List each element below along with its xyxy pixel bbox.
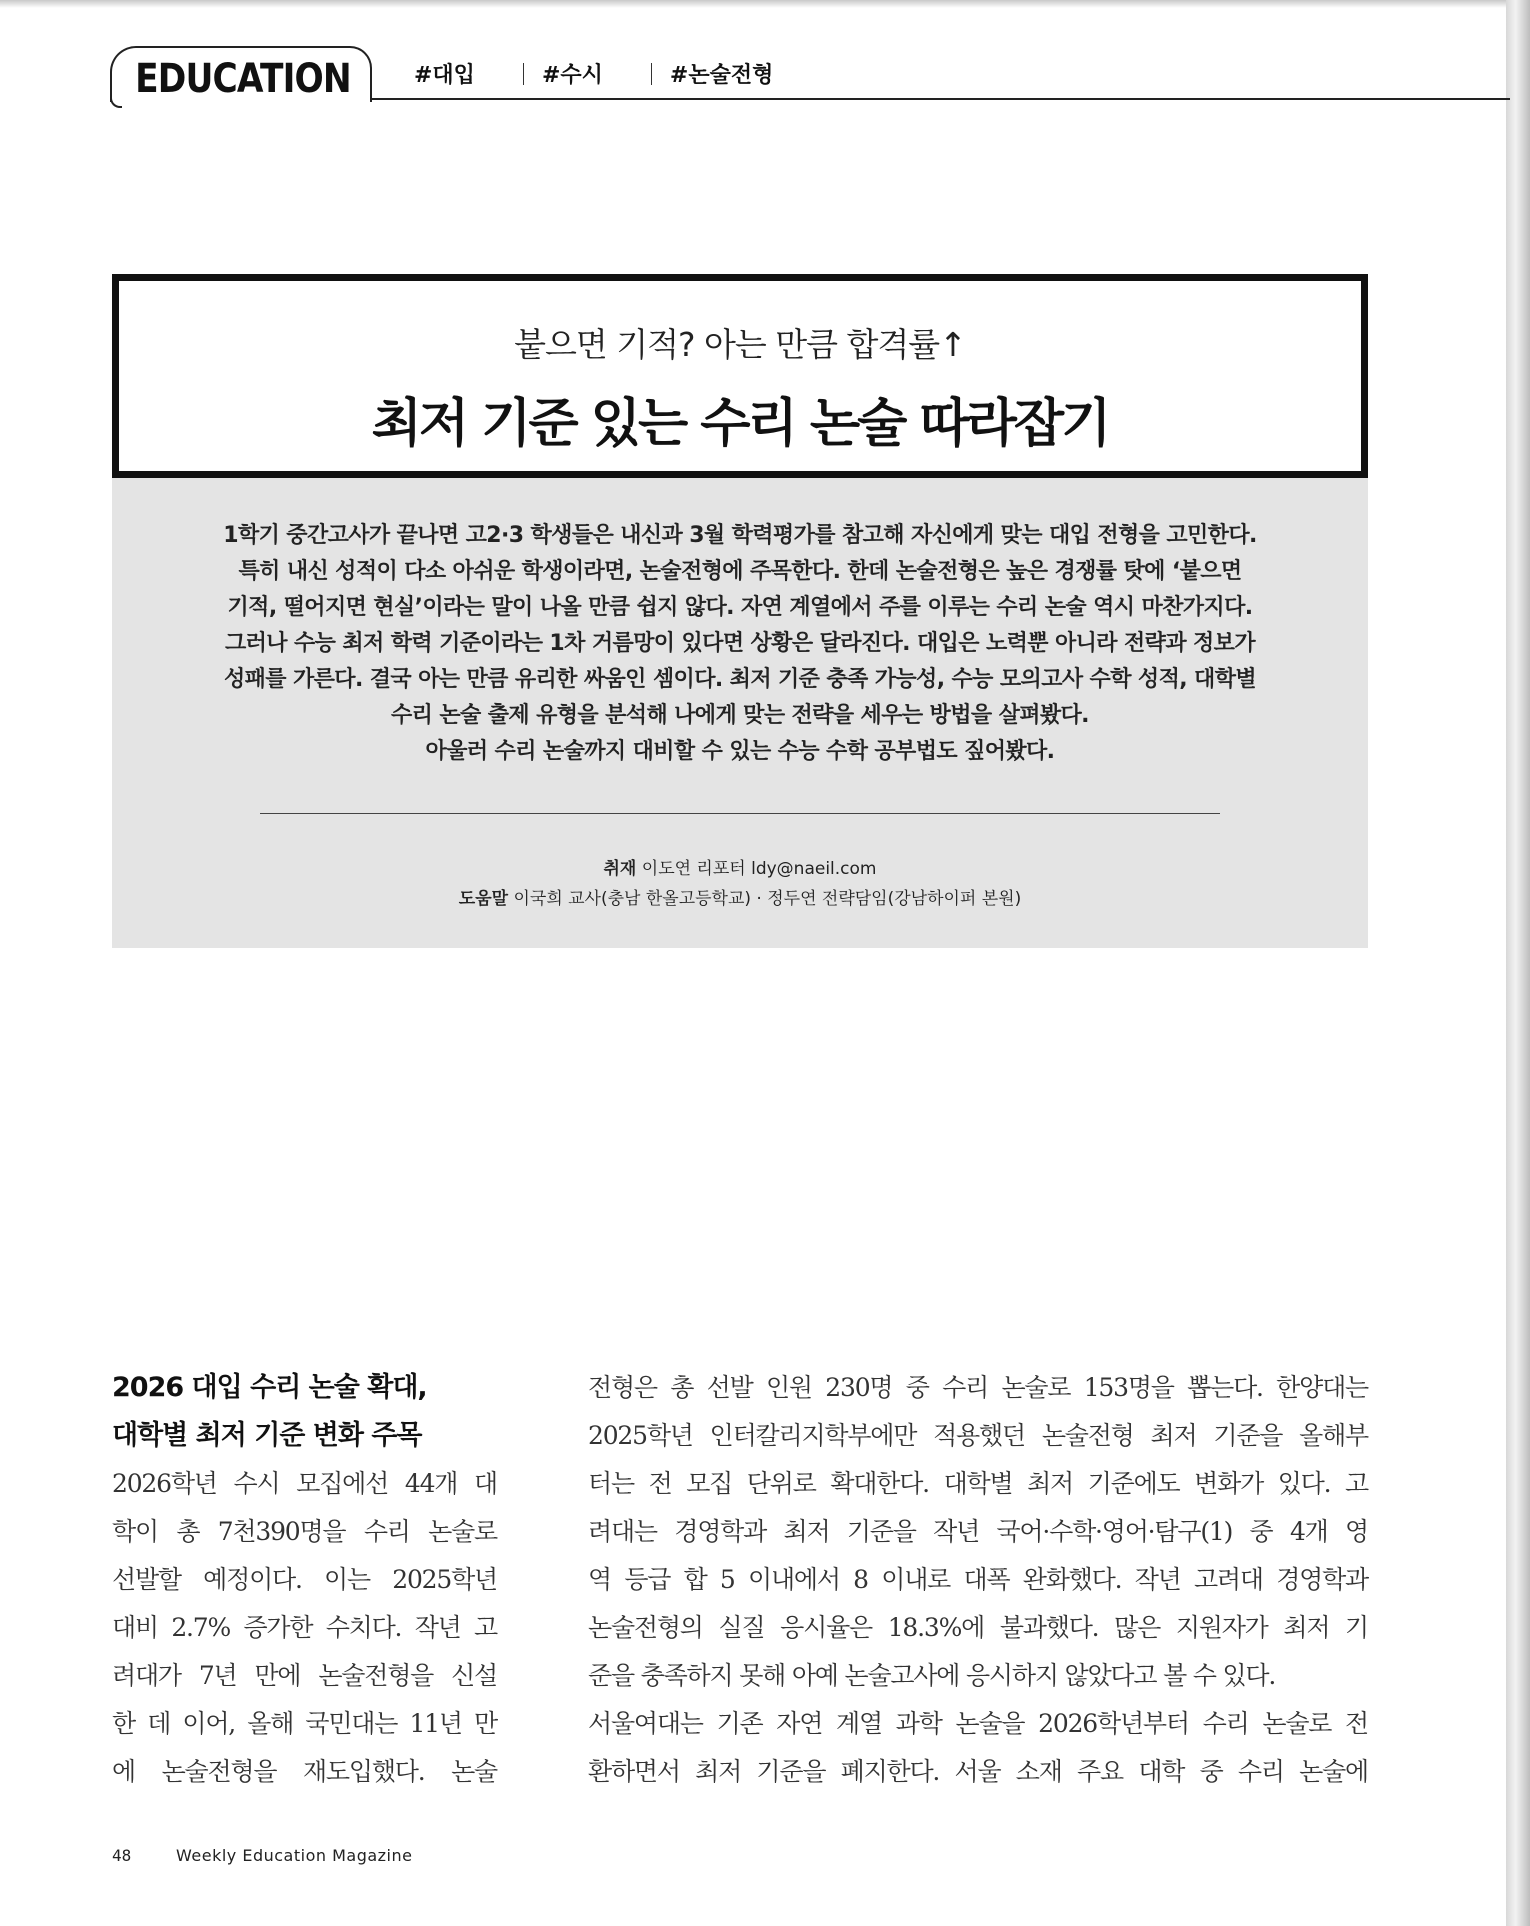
lead-line: 그러나 수능 최저 학력 기준이라는 1차 거름망이 있다면 상황은 달라진다. 대입은 노력뿐 아니라 전략과 정보가 [225,631,1255,656]
body-column-right [588,1364,1368,1796]
lead-line: 아울러 수리 논술까지 대비할 수 있는 수능 수학 공부법도 짚어봤다. [425,739,1055,764]
magazine-name: Weekly Education Magazine [176,1846,413,1865]
body-line: 역 등급 합 5 이내에서 8 이내로 대폭 완화했다. 작년 고려대 경영학과 [588,1565,1368,1594]
tag-item: #대입 [414,63,475,88]
body-line: 에 논술전형을 재도입했다. 논술 [112,1757,497,1786]
lead-divider [260,813,1220,814]
title-box [112,274,1368,478]
lead-line: 성패를 가른다. 결국 아는 만큼 유리한 싸움인 셈이다. 최저 기준 충족 가능성, 수능 모의고사 수학 성적, 대학별 [223,667,1257,692]
credit-help-label: 도움말 [458,889,509,909]
credit-reporter-label: 취재 [603,859,637,879]
body-text-left [112,1460,497,1796]
section-heading-line: 대학별 최저 기준 변화 주목 [112,1420,422,1451]
credit-reporter-value: 이도연 리포터 ldy@naeil.com [641,859,877,879]
article-title: 최저 기준 있는 수리 논술 따라잡기 [371,394,1109,454]
tag-item: #논술전형 [669,63,774,88]
lead-line: 1학기 중간고사가 끝나면 고2·3 학생들은 내신과 3월 학력평가를 참고해 자신에게 맞는 대입 전형을 고민한다. [223,523,1257,548]
body-line: 준을 충족하지 못해 아예 논술고사에 응시하지 않았다고 볼 수 있다. [588,1661,1276,1690]
body-column-left [112,1364,497,1796]
body-line: 서울여대는 기존 자연 계열 과학 논술을 2026학년부터 수리 논술로 전 [588,1709,1368,1738]
section-heading [112,1364,497,1460]
tag-list [414,58,773,89]
credit-help [112,884,1368,914]
article-subtitle: 붙으면 기적? 아는 만큼 합격률↑ [514,325,966,364]
lead-line: 기적, 떨어지면 현실’이라는 말이 나올 만큼 쉽지 않다. 자연 계열에서 주를 이루는 수리 논술 역시 마찬가지다. [227,595,1253,620]
section-tab [110,46,372,102]
lead-line: 수리 논술 출제 유형을 분석해 나에게 맞는 전략을 세우는 방법을 살펴봤다. [391,703,1089,728]
header-rule [372,98,1510,100]
section-label: EDUCATION [135,56,351,102]
body-line: 환하면서 최저 기준을 폐지한다. 서울 소재 주요 대학 중 수리 논술에 [588,1757,1368,1786]
body-text-right [588,1364,1368,1796]
tag-item: #수시 [541,63,603,88]
credit-help-value: 이국희 교사(충남 한올고등학교) · 정두연 전략담임(강남하이퍼 본원) [513,889,1022,909]
body-line: 논술전형의 실질 응시율은 18.3%에 불과했다. 많은 지원자가 최저 기 [588,1613,1368,1642]
body-line: 대비 2.7% 증가한 수치다. 작년 고 [112,1613,497,1642]
tag-divider [523,63,524,85]
lead-paragraph [152,518,1328,770]
lead-line: 특히 내신 성적이 다소 아쉬운 학생이라면, 논술전형에 주목한다. 한데 논술전형은 높은 경쟁률 탓에 ‘붙으면 [238,559,1242,584]
body-line: 전형은 총 선발 인원 230명 중 수리 논술로 153명을 뽑는다. 한양대는 [588,1373,1368,1402]
body-line: 2025학년 인터칼리지학부에만 적용했던 논술전형 최저 기준을 올해부 [588,1421,1368,1450]
section-heading-line: 2026 대입 수리 논술 확대, [112,1372,427,1403]
tab-foot [110,96,122,108]
body-line: 려대가 7년 만에 논술전형을 신설 [112,1661,497,1690]
body-line: 한 데 이어, 올해 국민대는 11년 만 [112,1709,497,1738]
page-top-shadow [0,0,1530,8]
credit-reporter [112,854,1368,884]
credits [112,854,1368,914]
tag-divider [651,63,652,85]
page-number: 48 [112,1846,132,1865]
lead-panel [112,478,1368,948]
body-line: 터는 전 모집 단위로 확대한다. 대학별 최저 기준에도 변화가 있다. 고 [588,1469,1368,1498]
body-line: 려대는 경영학과 최저 기준을 작년 국어·수학·영어·탐구(1) 중 4개 영 [588,1517,1368,1546]
body-line: 2026학년 수시 모집에선 44개 대 [112,1469,497,1498]
body-line: 선발할 예정이다. 이는 2025학년 [112,1565,497,1594]
body-line: 학이 총 7천390명을 수리 논술로 [112,1517,497,1546]
page-right-edge [1506,0,1530,1926]
